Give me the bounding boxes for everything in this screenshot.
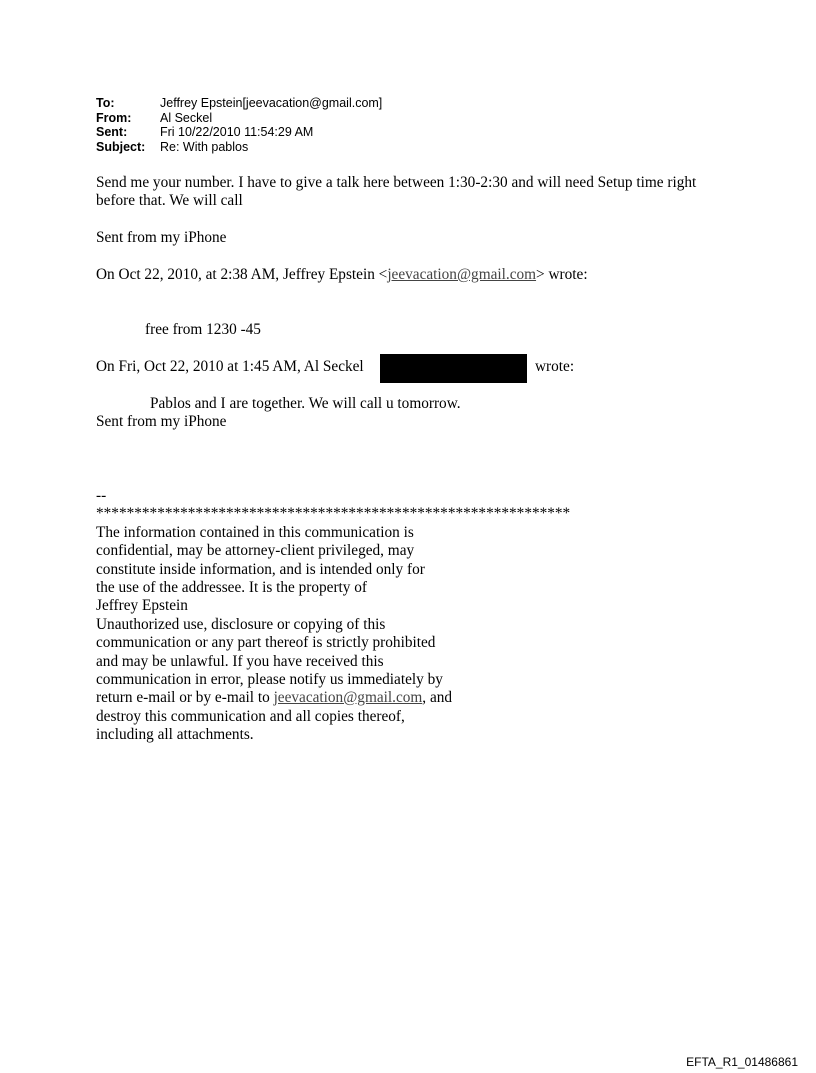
- disclaimer-line-4: the use of the addressee. It is the property of: [96, 579, 368, 596]
- to-value: Jeffrey Epstein[jeevacation@gmail.com]: [160, 96, 383, 110]
- document-id: EFTA_R1_01486861: [686, 1055, 798, 1069]
- disclaimer-line-5: Jeffrey Epstein: [96, 597, 188, 614]
- from-label: From:: [96, 110, 132, 125]
- quote-1-email-link[interactable]: jeevacation@gmail.com: [387, 266, 537, 283]
- from-row: [96, 111, 382, 126]
- disclaimer-line-9: communication in error, please notify us immediately by: [96, 671, 443, 688]
- disclaimer-line-10: [96, 689, 452, 707]
- quote-1-prefix: On Oct 22, 2010, at 2:38 AM, Jeffrey Epstein <: [96, 266, 388, 283]
- disclaimer-line-11: destroy this communication and all copies thereof,: [96, 708, 405, 725]
- subject-row: [96, 140, 382, 155]
- message-line-2: before that. We will call: [96, 192, 243, 209]
- disclaimer-line-2: confidential, may be attorney-client privileged, may: [96, 542, 415, 559]
- disclaimer-email-link[interactable]: jeevacation@gmail.com: [273, 689, 423, 706]
- disclaimer-line-8: and may be unlawful. If you have received this: [96, 653, 384, 670]
- quote-2-text: Pablos and I are together. We will call u tomorrow.: [150, 395, 461, 412]
- subject-label: Subject:: [96, 139, 146, 154]
- quote-2-header-prefix: On Fri, Oct 22, 2010 at 1:45 AM, Al Seckel: [96, 358, 364, 375]
- sent-value: Fri 10/22/2010 11:54:29 AM: [160, 125, 314, 139]
- sent-label: Sent:: [96, 125, 128, 139]
- email-header: [96, 96, 382, 154]
- disclaimer-line-1: The information contained in this communication is: [96, 524, 414, 541]
- disclaimer-line-3: constitute inside information, and is intended only for: [96, 561, 425, 578]
- subject-value: Re: With pablos: [160, 139, 249, 154]
- quote-1-text: free from 1230 -45: [145, 321, 261, 338]
- signature-1: Sent from my iPhone: [96, 229, 227, 246]
- message-line-1: Send me your number. I have to give a talk here between 1:30-2:30 and will need Setup time right: [96, 174, 697, 191]
- to-label: To:: [96, 96, 115, 110]
- disclaimer-line-10-suffix: , and: [422, 689, 453, 706]
- quote-2-header-suffix: wrote:: [535, 358, 575, 375]
- disclaimer-line-10-prefix: return e-mail or by e-mail to: [96, 689, 274, 706]
- disclaimer-dashes: --: [96, 487, 107, 504]
- quote-1-header: [96, 266, 588, 284]
- to-row: [96, 96, 382, 111]
- disclaimer-line-6: Unauthorized use, disclosure or copying of this: [96, 616, 386, 633]
- disclaimer-line-7: communication or any part thereof is strictly prohibited: [96, 634, 436, 651]
- quote-1-suffix: > wrote:: [536, 266, 588, 283]
- from-value: Al Seckel: [160, 110, 213, 125]
- disclaimer-stars: **************************************************************: [96, 505, 571, 522]
- sent-row: [96, 125, 382, 140]
- redaction-block: [380, 354, 527, 383]
- signature-2: Sent from my iPhone: [96, 413, 227, 430]
- disclaimer-line-12: including all attachments.: [96, 726, 254, 743]
